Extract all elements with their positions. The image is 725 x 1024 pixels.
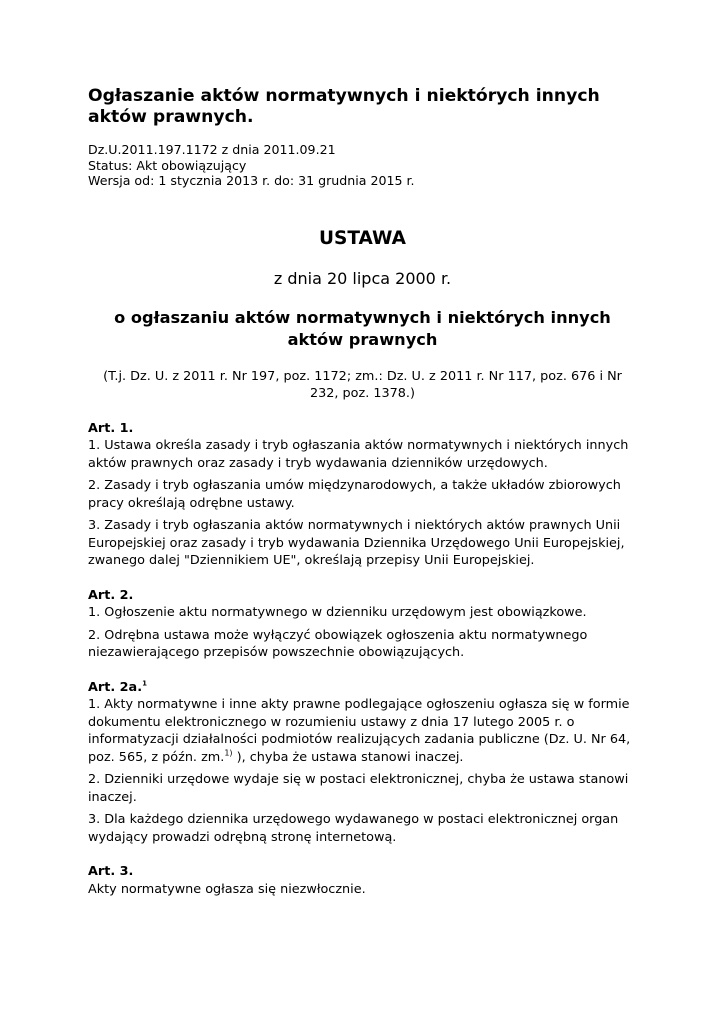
article-2a [88, 679, 637, 847]
article-2-para-2: 2. Odrębna ustawa może wyłączyć obowiązek ogłoszenia aktu normatywnego niezawierającego przepisów powszechnie obowiązujących. [88, 627, 588, 660]
meta-reference: Dz.U.2011.197.1172 z dnia 2011.09.21 [88, 142, 336, 157]
article-2a-footnote-marker: 1 [142, 679, 147, 688]
article-1-para-3: 3. Zasady i tryb ogłaszania aktów normatywnych i niektórych aktów prawnych Unii Europejskiej oraz zasady i tryb wydawania Dziennika Urzędowego Unii Europejskiej, zwanego dalej "Dziennikiem UE", określają przepisy Unii Europejskiej. [88, 518, 625, 568]
article-2a-para-2: 2. Dzienniki urzędowe wydaje się w postaci elektronicznej, chyba że ustawa stanowi inaczej. [88, 772, 629, 805]
article-1-title: Art. 1. [88, 420, 134, 436]
article-2a-para-3: 3. Dla każdego dziennika urzędowego wydawanego w postaci elektronicznej organ wydający prowadzi odrębną stronę internetową. [88, 812, 619, 845]
article-3-title: Art. 3. [88, 864, 134, 879]
document-meta [88, 142, 637, 189]
article-3 [88, 863, 637, 898]
article-3-para-1: Akty normatywne ogłasza się niezwłocznie. [88, 881, 366, 897]
act-heading: USTAWA [319, 227, 406, 249]
article-2-para-1: 1. Ogłoszenie aktu normatywnego w dzienniku urzędowym jest obowiązkowe. [88, 605, 587, 620]
article-2a-para-1-text: 1. Akty normatywne i inne akty prawne podlegające ogłoszeniu ogłasza się w formie dokumentu elektronicznego w rozumieniu ustawy z dnia 17 lutego 2005 r. o informatyzacji działalności podmiotów realizujących zadania publiczne (Dz. U. Nr 64, poz. 565, z późn. zm. [88, 697, 631, 765]
article-2-title: Art. 2. [88, 587, 134, 603]
document-title: Ogłaszanie aktów normatywnych i niektórych innych aktów prawnych. [88, 86, 600, 127]
act-subject: o ogłaszaniu aktów normatywnych i niektórych innych aktów prawnych [114, 307, 611, 349]
footnote-ref[interactable]: 1) [224, 748, 233, 758]
meta-status: Status: Akt obowiązujący [88, 157, 247, 173]
article-1 [88, 420, 637, 570]
act-reference: (T.j. Dz. U. z 2011 r. Nr 197, poz. 1172; zm.: Dz. U. z 2011 r. Nr 117, poz. 676 i Nr 232, poz. 1378.) [103, 368, 622, 401]
article-1-para-2: 2. Zasady i tryb ogłaszania umów międzynarodowych, a także układów zbiorowych pracy określają odrębne ustawy. [88, 478, 621, 511]
article-2a-para-1-tail: ), chyba że ustawa stanowi inaczej. [232, 749, 464, 765]
article-2a-title-text: Art. 2a. [88, 679, 143, 695]
act-date: z dnia 20 lipca 2000 r. [273, 268, 452, 288]
article-2a-para-1 [88, 696, 637, 766]
article-2a-title [88, 679, 637, 697]
meta-version: Wersja od: 1 stycznia 2013 r. do: 31 grudnia 2015 r. [88, 173, 415, 188]
article-1-para-1: 1. Ustawa określa zasady i tryb ogłaszania aktów normatywnych i niektórych innych aktów prawnych oraz zasady i tryb wydawania dzienników urzędowych. [88, 438, 629, 471]
article-2 [88, 587, 637, 662]
